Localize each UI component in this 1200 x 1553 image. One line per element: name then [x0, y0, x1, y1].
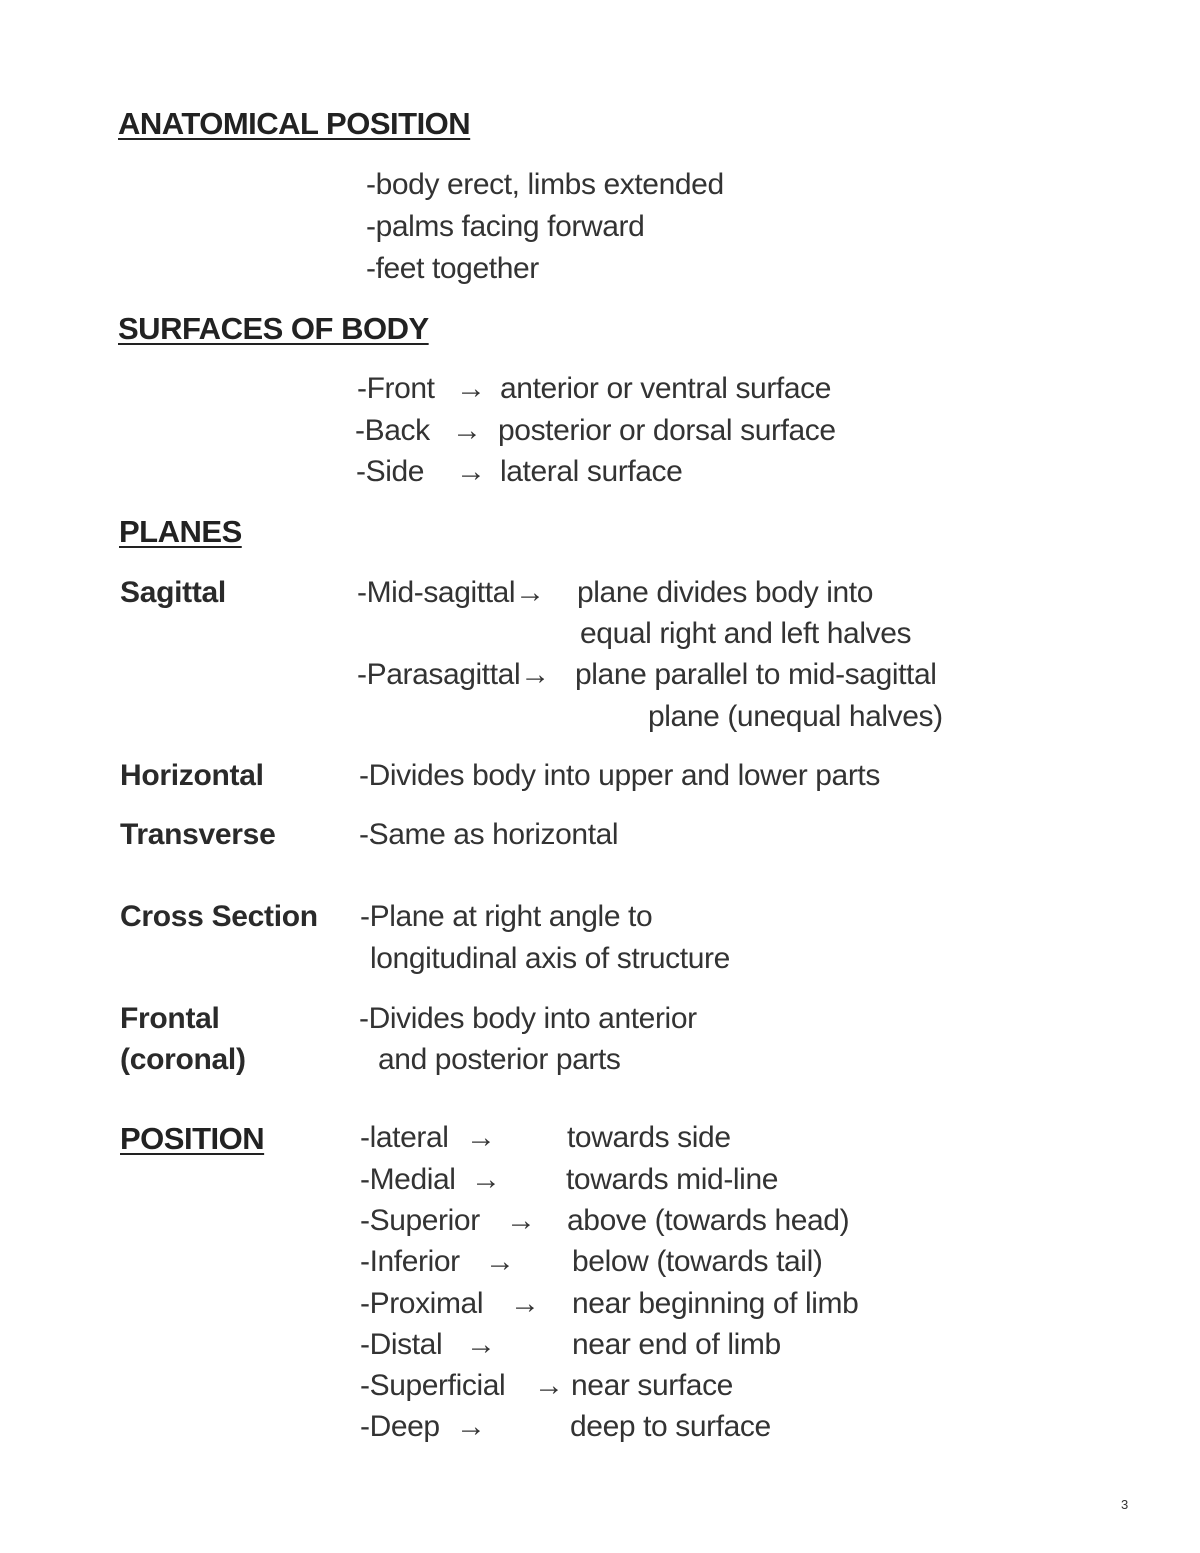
parasagittal-desc-1: plane parallel to mid-sagittal [575, 658, 937, 691]
surface-desc-front: anterior or ventral surface [500, 372, 832, 405]
page-number: 3 [1121, 1497, 1129, 1512]
arrow-icon: → [466, 1328, 496, 1361]
label-sagittal: Sagittal [120, 576, 226, 609]
position-desc-distal: near end of limb [572, 1328, 781, 1361]
mid-sagittal-desc-2: equal right and left halves [580, 617, 912, 650]
position-desc-inferior: below (towards tail) [572, 1245, 823, 1278]
arrow-icon: → [485, 1245, 515, 1278]
position-term-superior: -Superior [360, 1204, 480, 1237]
surface-desc-back: posterior or dorsal surface [498, 414, 836, 447]
mid-sagittal-term: -Mid-sagittal→ [357, 576, 545, 609]
position-term-distal: -Distal [360, 1328, 443, 1361]
arrow-icon: → [534, 1369, 564, 1402]
heading-surfaces-of-body: SURFACES OF BODY [118, 311, 429, 346]
parasagittal-desc-2: plane (unequal halves) [648, 700, 943, 733]
arrow-icon: → [510, 1287, 540, 1320]
position-term-superficial: -Superficial [360, 1369, 506, 1402]
position-term-medial: -Medial [360, 1163, 456, 1196]
surface-term-back: -Back [355, 414, 430, 447]
label-horizontal: Horizontal [120, 759, 264, 792]
arrow-icon: → [456, 1410, 486, 1443]
label-frontal: Frontal [120, 1002, 220, 1035]
surface-term-side: -Side [356, 455, 425, 488]
heading-planes: PLANES [119, 514, 242, 549]
position-term-lateral: -lateral [360, 1121, 449, 1154]
label-coronal: (coronal) [120, 1043, 246, 1076]
frontal-desc-1: -Divides body into anterior [359, 1002, 697, 1035]
parasagittal-term: -Parasagittal→ [357, 658, 550, 691]
position-term-proximal: -Proximal [360, 1287, 484, 1320]
horizontal-desc: -Divides body into upper and lower parts [359, 759, 880, 792]
position-term-inferior: -Inferior [360, 1245, 460, 1278]
arrow-icon: → [456, 372, 486, 405]
cross-section-desc-2: longitudinal axis of structure [370, 942, 730, 975]
arrow-icon: → [452, 414, 482, 447]
position-term-deep: -Deep [360, 1410, 440, 1443]
arrow-icon: → [471, 1163, 501, 1196]
label-cross-section: Cross Section [120, 900, 318, 933]
position-desc-deep: deep to surface [570, 1410, 771, 1443]
label-transverse: Transverse [120, 818, 276, 851]
surface-term-front: -Front [357, 372, 435, 405]
mid-sagittal-desc-1: plane divides body into [577, 576, 874, 609]
anatomical-line-2: -palms facing forward [366, 210, 645, 243]
heading-anatomical-position: ANATOMICAL POSITION [118, 106, 471, 141]
cross-section-desc-1: -Plane at right angle to [360, 900, 653, 933]
position-desc-proximal: near beginning of limb [572, 1287, 859, 1320]
position-desc-medial: towards mid-line [566, 1163, 779, 1196]
anatomical-line-3: -feet together [366, 252, 539, 285]
arrow-icon: → [506, 1204, 536, 1237]
position-desc-lateral: towards side [567, 1121, 731, 1154]
arrow-icon: → [466, 1121, 496, 1154]
frontal-desc-2: and posterior parts [378, 1043, 621, 1076]
transverse-desc: -Same as horizontal [359, 818, 619, 851]
heading-position: POSITION [120, 1121, 265, 1156]
position-desc-superior: above (towards head) [567, 1204, 850, 1237]
position-desc-superficial: near surface [571, 1369, 733, 1402]
arrow-icon: → [456, 455, 486, 488]
surface-desc-side: lateral surface [500, 455, 683, 488]
anatomical-line-1: -body erect, limbs extended [366, 168, 724, 201]
